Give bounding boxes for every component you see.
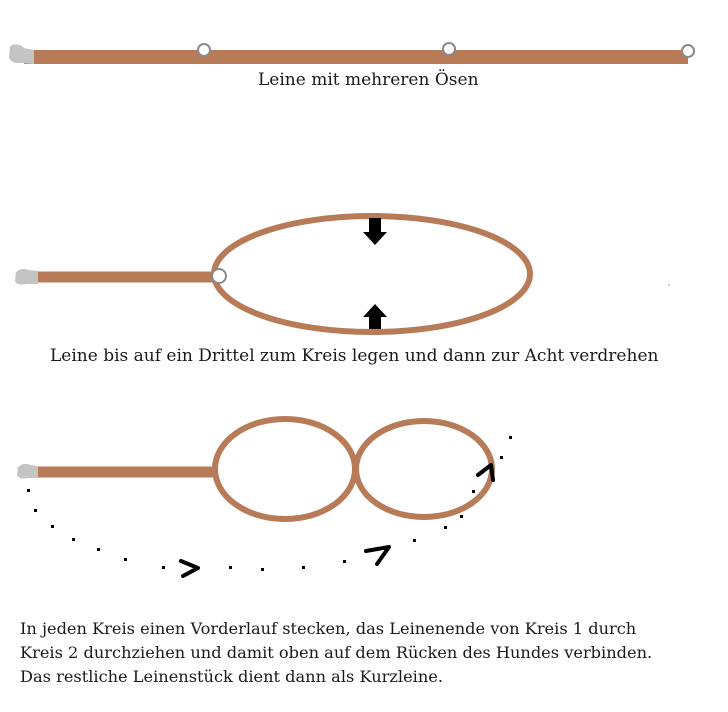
caption-step2: Leine bis auf ein Drittel zum Kreis legen und dann zur Acht verdrehen [50,346,659,366]
arrow-curve-up-icon [478,465,493,480]
instructions-paragraph [20,617,720,689]
stray-dot [668,284,670,286]
leash-handle [9,44,34,64]
dotted-path [27,436,512,571]
ring-1 [198,44,210,56]
loop-2 [356,421,492,517]
ring [212,269,226,283]
instruction-line: Kreis 2 durchziehen und damit oben auf dem Rücken des Hundes verbinden. [20,643,653,662]
ring-3 [682,45,694,57]
arrow-up-icon [363,304,387,329]
step1-straight-leash [9,43,694,64]
ring-2 [443,43,455,55]
leash-handle [17,464,38,479]
caption-step1: Leine mit mehreren Ösen [258,70,479,90]
loop-1 [215,419,355,519]
step2-loop-leash [15,216,530,332]
arrow-down-icon [363,218,387,245]
step3-figure-eight [17,419,512,576]
arrow-curve-icon [366,547,389,564]
leash-handle [15,269,38,285]
chevron-right-icon [181,561,198,576]
instruction-line: In jeden Kreis einen Vorderlauf stecken, das Leinenende von Kreis 1 durch [20,619,637,638]
instruction-line: Das restliche Leinenstück dient dann als Kurzleine. [20,667,443,686]
